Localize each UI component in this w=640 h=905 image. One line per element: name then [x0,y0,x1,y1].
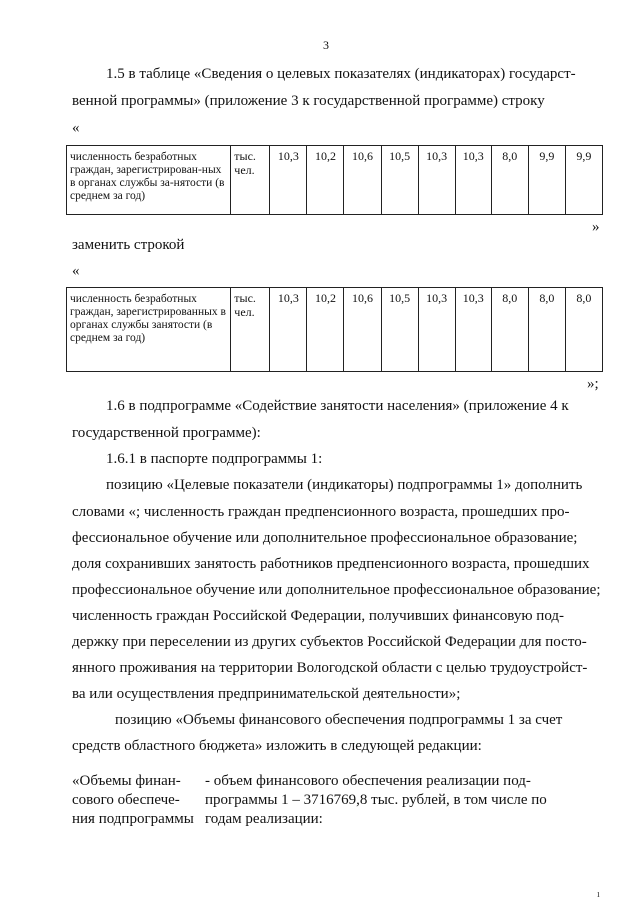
position-line-1: позицию «Целевые показатели (индикаторы) подпрограммы 1» дополнить [106,477,583,493]
position-line-2: словами «; численность граждан предпенсионного возраста, прошедших про- [72,504,570,520]
volumes-right-line-3: годам реализации: [205,811,323,827]
table-row [67,288,603,372]
close-quote-2: »; [587,376,599,392]
value-cell: 10,3 [270,288,307,372]
value-cell: 8,0 [491,146,528,215]
unit-cell: тыс. чел. [231,146,270,215]
volumes-right-line-1: - объем финансового обеспечения реализации под- [205,773,531,789]
volumes-right-column [205,772,547,829]
position-line-9: ва или осуществления предпринимательской деятельности»; [72,686,461,702]
value-cell: 10,6 [344,146,381,215]
position-line-3: фессиональное обучение или дополнительное профессиональное образование; [72,530,578,546]
value-cell: 10,3 [270,146,307,215]
unit-cell: тыс. чел. [231,288,270,372]
value-cell: 8,0 [491,288,528,372]
position-line-5: профессиональное обучение или дополнительное профессиональное образование; [72,582,601,598]
value-cell: 10,3 [418,288,455,372]
value-cell: 10,5 [381,288,418,372]
volumes-left-line-2: сового обеспече- [72,792,180,808]
indicator-table-old [66,145,603,215]
open-quote-1: « [72,120,80,136]
value-cell: 9,9 [565,146,602,215]
para-1-5-line-2: венной программы» (приложение 3 к государственной программе) строку [72,93,545,109]
para-1-5-line-1: 1.5 в таблице «Сведения о целевых показателях (индикаторах) государст- [106,66,576,82]
volumes-right-line-2: программы 1 – 3716769,8 тыс. рублей, в том числе по [205,792,547,808]
position-line-7: держку при переселении из других субъектов Российской Федерации для посто- [72,634,587,650]
value-cell: 9,9 [528,146,565,215]
indicator-name-cell: численность безработных граждан, зарегистрирован-ных в органах службы за-нятости (в среднем за год) [67,146,231,215]
value-cell: 10,3 [455,146,491,215]
para-1-6-line-2: государственной программе): [72,425,261,441]
position-line-6: численность граждан Российской Федерации, получивших финансовую под- [72,608,565,624]
volumes-left-column [72,772,194,829]
volumes-left-line-3: ния подпрограммы [72,811,194,827]
position-line-4: доля сохранивших занятость работников предпенсионного возраста, прошедших [72,556,590,572]
volumes-line-2: средств областного бюджета» изложить в следующей редакции: [72,738,482,754]
value-cell: 10,5 [381,146,418,215]
value-cell: 10,3 [418,146,455,215]
footer-mark: ı [597,889,600,900]
value-cell: 8,0 [528,288,565,372]
volumes-line-1: позицию «Объемы финансового обеспечения подпрограммы 1 за счет [115,712,563,728]
value-cell: 10,2 [307,146,344,215]
indicator-table-new [66,287,603,372]
table-row [67,146,603,215]
para-1-6-1: 1.6.1 в паспорте подпрограммы 1: [106,451,323,467]
value-cell: 10,6 [344,288,381,372]
indicator-name-cell: численность безработных граждан, зарегистрированных в органах службы занятости (в среднем за год) [67,288,231,372]
para-1-6-line-1: 1.6 в подпрограмме «Содействие занятости населения» (приложение 4 к [106,398,569,414]
page-number: 3 [323,38,329,52]
open-quote-2: « [72,263,80,279]
value-cell: 10,2 [307,288,344,372]
replace-text: заменить строкой [72,237,185,253]
value-cell: 8,0 [565,288,602,372]
value-cell: 10,3 [455,288,491,372]
close-quote-1: » [592,219,600,235]
volumes-left-line-1: «Объемы финан- [72,773,181,789]
position-line-8: янного проживания на территории Вологодской области с целью трудоустройст- [72,660,588,676]
